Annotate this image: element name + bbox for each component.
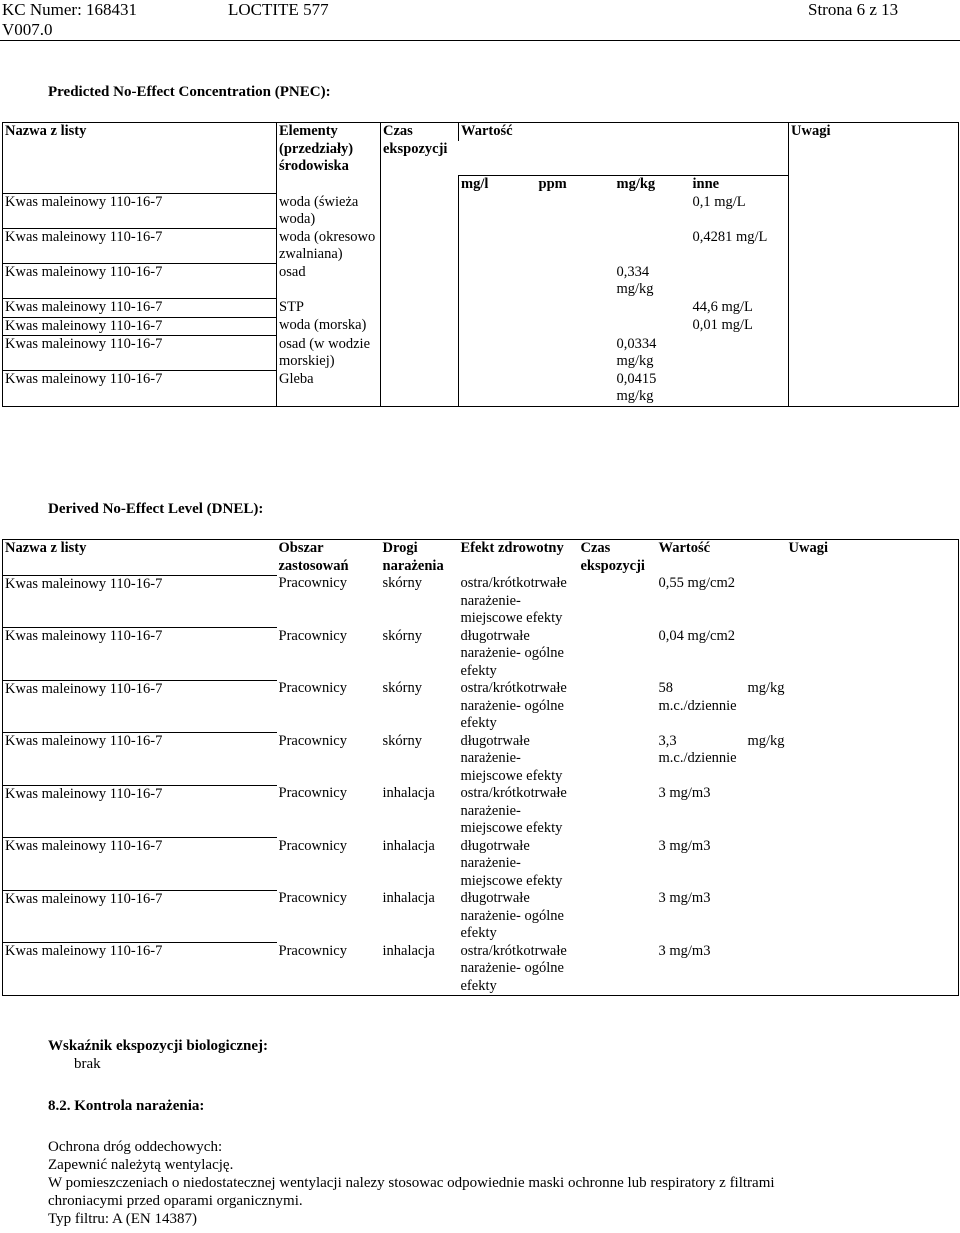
dnel-cell-area: Pracownicy (278, 627, 347, 644)
pnec-cell-ppm (537, 264, 615, 299)
dnel-row (3, 943, 959, 996)
pnec-cell-compartment: woda (morska) (277, 317, 381, 336)
pnec-header-remarks: Uwagi (789, 123, 959, 176)
pnec-cell-mgkg (615, 317, 691, 336)
dnel-cell-effect: ostra/krótkotrwałe narażenie- miejscowe efekty (460, 575, 567, 626)
dnel-cell-route: skórny (382, 627, 422, 644)
dnel-header-effect: Efekt zdrowotny (459, 540, 579, 576)
pnec-header-mgkg: mg/kg (615, 176, 691, 194)
pnec-cell-time (381, 194, 459, 229)
dnel-cell-remarks (787, 575, 959, 628)
pnec-cell-time (381, 336, 459, 371)
control-title: 8.2. Kontrola narażenia: (48, 1098, 205, 1114)
pnec-header-mgl: mg/l (459, 176, 537, 194)
dnel-cell-value: 0,04 mg/cm2 (658, 627, 736, 644)
dnel-cell-remarks (787, 785, 959, 838)
dnel-cell-effect: ostra/krótkotrwałe narażenie- ogólne efekty (459, 943, 579, 996)
pnec-cell-remarks (789, 317, 959, 336)
dnel-cell-route: skórny (382, 680, 422, 696)
product-name: LOCTITE 577 (228, 0, 329, 19)
pnec-header-value: Wartość (459, 123, 789, 141)
dnel-cell-name: Kwas maleinowy 110-16-7 (3, 628, 277, 681)
dnel-cell-effect: długotrwałe narażenie- miejscowe efekty (460, 837, 563, 889)
pnec-cell-ppm (537, 229, 615, 264)
pnec-title: Predicted No-Effect Concentration (PNEC): (48, 84, 331, 100)
dnel-cell-time (579, 575, 657, 628)
dnel-cell-area: Pracownicy (278, 732, 347, 749)
dnel-row (3, 838, 959, 891)
pnec-cell-name: Kwas maleinowy 110-16-7 (3, 317, 277, 336)
dnel-cell-route: skórny (382, 575, 422, 591)
pnec-cell-name: Kwas maleinowy 110-16-7 (3, 336, 277, 371)
pnec-cell-name: Kwas maleinowy 110-16-7 (3, 371, 277, 407)
dnel-cell-value: 3 mg/m3 (657, 943, 787, 996)
dnel-row (3, 628, 959, 681)
pnec-row (3, 229, 959, 264)
dnel-cell-effect: długotrwałe narażenie- ogólne efekty (460, 890, 564, 941)
pnec-cell-ppm (537, 371, 615, 407)
dnel-cell-value: 58 mg/kg m.c./dziennie (658, 680, 785, 714)
dnel-cell-area: Pracownicy (278, 785, 347, 801)
dnel-cell-name: Kwas maleinowy 110-16-7 (3, 733, 277, 786)
dnel-cell-area: Pracownicy (277, 943, 381, 996)
dnel-header-area: Obszar zastosowań (277, 540, 381, 576)
dnel-cell-remarks (787, 680, 959, 733)
pnec-cell-time (381, 371, 459, 407)
dnel-cell-effect: długotrwałe narażenie- ogólne efekty (460, 627, 564, 679)
dnel-row (3, 680, 959, 733)
dnel-cell-time (579, 785, 657, 838)
pnec-cell-mgl (459, 194, 537, 229)
bio-value: brak (74, 1056, 101, 1072)
pnec-cell-mgl (459, 229, 537, 264)
pnec-cell-compartment: STP (277, 299, 381, 318)
pnec-cell-compartment: woda (okresowo zwalniana) (277, 229, 381, 264)
control-line-2: W pomieszczeniach o niedostatecznej wentylacji nalezy stosowac odpowiednie maski ochronne lub respiratory z filtrami (48, 1175, 775, 1191)
kc-number: KC Numer: 168431 (2, 0, 138, 19)
pnec-cell-mgl (459, 371, 537, 407)
resp-label: Ochrona dróg oddechowych: (48, 1139, 223, 1155)
pnec-cell-time (381, 229, 459, 264)
pnec-cell-compartment: woda (świeża woda) (277, 194, 381, 229)
pnec-cell-mgl (459, 299, 537, 318)
pnec-header-compartment: Elementy (przedziały) środowiska (277, 123, 381, 176)
dnel-cell-route: inhalacja (382, 890, 435, 906)
dnel-cell-time (579, 628, 657, 681)
dnel-cell-area: Pracownicy (278, 837, 347, 854)
pnec-cell-mgkg (615, 299, 691, 318)
dnel-header-name: Nazwa z listy (3, 540, 277, 576)
pnec-row (3, 194, 959, 229)
pnec-cell-remarks (789, 299, 959, 318)
pnec-cell-ppm (537, 336, 615, 371)
pnec-header-name: Nazwa z listy (3, 123, 277, 176)
dnel-cell-route: inhalacja (382, 785, 435, 801)
dnel-cell-value: 3 mg/m3 (658, 837, 711, 854)
pnec-cell-name: Kwas maleinowy 110-16-7 (3, 194, 277, 229)
dnel-cell-route: skórny (382, 732, 422, 749)
pnec-cell-other (691, 371, 789, 407)
page-number: Strona 6 z 13 (808, 0, 899, 19)
pnec-cell-ppm (537, 317, 615, 336)
dnel-cell-effect: ostra/krótkotrwałe narażenie- miejscowe efekty (460, 785, 567, 836)
dnel-cell-remarks (787, 838, 959, 891)
pnec-table (2, 122, 959, 407)
version: V007.0 (2, 20, 53, 39)
dnel-cell-value: 3 mg/m3 (658, 785, 711, 801)
pnec-header-ppm: ppm (537, 176, 615, 194)
control-line-4: Typ filtru: A (EN 14387) (48, 1211, 197, 1227)
dnel-cell-name: Kwas maleinowy 110-16-7 (3, 943, 277, 996)
pnec-cell-ppm (537, 194, 615, 229)
dnel-cell-area: Pracownicy (278, 575, 347, 591)
pnec-cell-remarks (789, 264, 959, 299)
dnel-cell-remarks (787, 890, 959, 943)
pnec-cell-mgl (459, 317, 537, 336)
pnec-cell-mgl (459, 264, 537, 299)
dnel-cell-name: Kwas maleinowy 110-16-7 (3, 575, 277, 628)
dnel-header-row (3, 540, 959, 576)
dnel-header-remarks: Uwagi (787, 540, 959, 576)
pnec-cell-name: Kwas maleinowy 110-16-7 (3, 299, 277, 318)
pnec-cell-name: Kwas maleinowy 110-16-7 (3, 229, 277, 264)
pnec-cell-name: Kwas maleinowy 110-16-7 (3, 264, 277, 299)
pnec-row (3, 317, 959, 336)
dnel-cell-effect: ostra/krótkotrwałe narażenie- ogólne efekty (460, 680, 567, 731)
pnec-subheader-row (3, 176, 959, 194)
dnel-cell-remarks (787, 628, 959, 681)
dnel-row (3, 575, 959, 628)
bio-title: Wskaźnik ekspozycji biologicznej: (48, 1038, 268, 1054)
pnec-row (3, 264, 959, 299)
pnec-cell-other: 44,6 mg/L (692, 298, 753, 315)
pnec-cell-mgl (459, 336, 537, 371)
pnec-row (3, 371, 959, 407)
dnel-cell-value: 3 mg/m3 (658, 890, 711, 906)
pnec-cell-remarks (789, 229, 959, 264)
pnec-header-other: inne (691, 176, 789, 194)
pnec-cell-remarks (789, 371, 959, 407)
pnec-cell-other: 0,1 mg/L (692, 193, 746, 210)
pnec-row (3, 336, 959, 371)
pnec-cell-compartment: osad (277, 264, 381, 299)
dnel-cell-time (579, 680, 657, 733)
dnel-cell-area: Pracownicy (278, 890, 347, 906)
pnec-cell-ppm (537, 299, 615, 318)
dnel-cell-route: inhalacja (381, 943, 459, 996)
dnel-table (2, 539, 959, 996)
pnec-cell-mgkg: 0,334 mg/kg (616, 263, 654, 297)
pnec-cell-compartment: Gleba (277, 371, 381, 407)
dnel-cell-route: inhalacja (382, 837, 435, 854)
pnec-cell-other: 0,01 mg/L (692, 317, 753, 333)
pnec-cell-other (691, 264, 789, 299)
dnel-row (3, 890, 959, 943)
dnel-title: Derived No-Effect Level (DNEL): (48, 501, 264, 517)
dnel-cell-name: Kwas maleinowy 110-16-7 (3, 680, 277, 733)
dnel-cell-time (579, 890, 657, 943)
pnec-cell-remarks (789, 194, 959, 229)
pnec-cell-mgkg: 0,0334 mg/kg (616, 335, 657, 369)
dnel-header-time: Czas ekspozycji (579, 540, 657, 576)
control-line-3: chroniacymi przed oparami organicznymi. (48, 1193, 303, 1209)
dnel-row (3, 785, 959, 838)
dnel-row (3, 733, 959, 786)
dnel-cell-remarks (787, 943, 959, 996)
dnel-cell-name: Kwas maleinowy 110-16-7 (3, 890, 277, 943)
dnel-cell-time (579, 943, 657, 996)
pnec-cell-other: 0,4281 mg/L (692, 228, 768, 245)
dnel-cell-time (579, 838, 657, 891)
dnel-cell-area: Pracownicy (278, 680, 347, 696)
dnel-cell-time (579, 733, 657, 786)
pnec-cell-time (381, 317, 459, 336)
pnec-header-row (3, 123, 959, 141)
pnec-cell-other (691, 336, 789, 371)
pnec-row (3, 299, 959, 318)
dnel-header-value: Wartość (657, 540, 787, 576)
dnel-cell-value: 0,55 mg/cm2 (658, 575, 736, 591)
pnec-cell-mgkg: 0,0415 mg/kg (615, 371, 691, 407)
pnec-cell-time (381, 264, 459, 299)
dnel-cell-remarks (787, 733, 959, 786)
dnel-cell-effect: długotrwałe narażenie- miejscowe efekty (460, 732, 563, 784)
pnec-cell-mgkg (615, 194, 691, 229)
control-line-1: Zapewnić należytą wentylację. (48, 1157, 234, 1173)
pnec-header-time: Czas ekspozycji (381, 123, 459, 176)
dnel-header-route: Drogi narażenia (381, 540, 459, 576)
pnec-cell-mgkg (615, 229, 691, 264)
pnec-cell-compartment: osad (w wodzie morskiej) (277, 336, 381, 371)
pnec-cell-time (381, 299, 459, 318)
pnec-cell-remarks (789, 336, 959, 371)
dnel-cell-value: 3,3 mg/kg m.c./dziennie (658, 732, 785, 766)
dnel-cell-name: Kwas maleinowy 110-16-7 (3, 838, 277, 891)
dnel-cell-name: Kwas maleinowy 110-16-7 (3, 785, 277, 838)
header-rule (0, 40, 960, 41)
